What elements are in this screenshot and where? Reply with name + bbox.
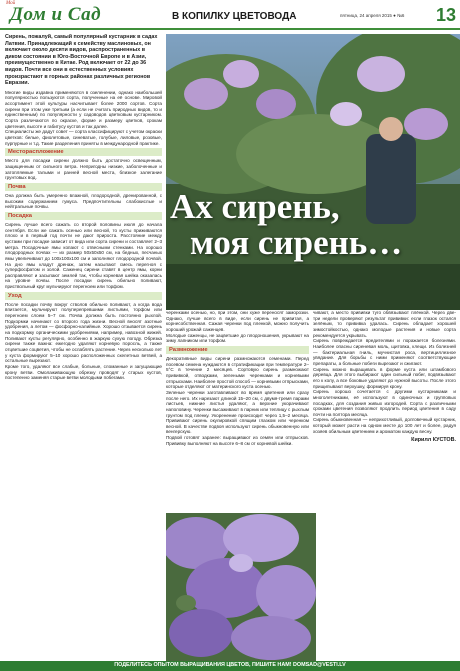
- article-paragraph: Она должна быть умеренно влажной, плодородной, дренированной, с высоким содержанием гумуса. Предпочтительны слабокислые и нейтральные почвы.: [5, 192, 162, 210]
- article-paragraph: Декоративные виды сирени размножаются семенами. Перед посевом семена нуждаются в стратификации при температуре 2–5°С в течение 2 месяцев. Сортовую сирень размножают прививкой, отводками, зелеными черенками и корневыми отпрысками. Наиболее простой способ — корневыми отпрысками, которые отделяют от материнского куста осенью.: [166, 355, 309, 390]
- issue-date: пятница, 24 апреля 2015 ● №6: [340, 13, 405, 18]
- hero-headline: [170, 189, 460, 261]
- article-paragraph: Подвой готовят заранее: выращивают из семян или отпрысков. Прививку выполняют на высоте 6–8 см от корневой шейки.: [166, 435, 309, 446]
- article-paragraph: Специалисты же дадут совет — сорта классифицируют с учетом окраски цветков: белые, фиолетовые, синеватые, голубые, лиловые, розовые, пурпурные и т.д. Такие разделения приняты в международной практике.: [5, 129, 162, 146]
- subheading-location: Местораспложение: [5, 148, 162, 156]
- article-paragraph: черенками осенью, но, при этом, они хуже переносят заморозки. Однако, лучше всего в виде, если сирень не привитая, а корнесобственная. Сажая черенки под пленкой, можно получить хороший урожай саженцев.: [166, 310, 309, 332]
- lilac-closeup-photo: [166, 513, 316, 661]
- article-paragraph: Место для посадки сирени должно быть достаточно освещенным, защищенным от сильного ветра. Непригодны низкие, заболоченные и затопляемые талыми и ранней весной места, близкое залегание грунтовых вод.: [5, 158, 162, 181]
- article-paragraph: Сирень можно выращивать в форме куста или штамбового деревца. Для этого выбирают один сильный побег, подвязывают его к колу, а все боковые удаляют до нужной высоты. После этого прищипывают верхушку, формируя крону.: [313, 366, 456, 389]
- subheading-propagation: Размножение: [166, 346, 309, 354]
- hero-photo: [166, 34, 460, 310]
- author-name: Кирилл КУСТОВ.: [411, 437, 456, 444]
- page-header: [0, 0, 460, 30]
- subheading-planting: Посадка: [5, 212, 162, 220]
- middle-column: [166, 310, 309, 446]
- lilac-garden-illustration: [166, 34, 460, 310]
- article-paragraph: Сирень повреждается вредителями и поражается болезнями. Наиболее опасны сиреневая моль, щитовка, клещи. Из болезней — бактериальная гниль, мучнистая роса, вертициллезное увядание. Для борьбы с ними применяют соответствующие препараты, а больные побеги вырезают и сжигают.: [313, 338, 456, 366]
- article-paragraph: Сирень лучше всего сажать со второй половины июля до начала сентября. Если же сажать осенью или весной, то кусты приживаются плохо и в первый год почти не дают прироста. Расстояние между кустами при посадке зависит от вида или сорта сирени и составляет 2–3 метра. Посадочные ямы копают с отвесными стенками. На хорошо плодородных почвах — их размер 50х50х50 см, на бедных, песчаных ямы увеличивают до 100х100х100 см и заполняют плодородной почвой. На дно ямы кладут дренаж, затем насыпают смесь перегноя с суперфосфатом и золой. Саженец сирени ставят в центр ямы, корни расправляют и засыпают землей так, чтобы корневая шейка оказалась на уровне почвы. После посадки сирень обильно поливают, приствольный круг мульчируют перегноем или торфом.: [5, 221, 162, 290]
- footer-call-to-action: ПОДЕЛИТЕСЬ ОПЫТОМ ВЫРАЩИВАНИЯ ЦВЕТОВ, ПИШИТЕ НАМ! DOMSAD@VESTI.LV: [114, 662, 346, 668]
- article-paragraph: Молодые саженцы, не зацветшие до плодоношения, укрывают на зиму лапником или торфом.: [166, 332, 309, 344]
- article-paragraph: После посадки почву вокруг стволов обильно поливают, а когда вода впитается, мульчируют полуперепревшими листьями, торфом или перегноем слоем 5–7 см. Почва должна быть постоянно рыхлой. Подкормки начинают со второго года жизни. Весной вносят азотные удобрения, а летом — фосфорно-калийные. Хорошо отзывается сирень на подкормку органическими удобрениями, например, навозной жижей. Поливают кусты регулярно, особенно в жаркую сухую погоду. Обрезка сирени также важна: ежегодно удаляют корневую поросль, а также отцветшие соцветия, чтобы не ослаблять растение. Через несколько лет у куста формируют 5–10 хорошо расположенных скелетных ветвей, а остальные вырезают.: [5, 301, 162, 364]
- article-paragraph: Зеленые черенки заготавливают во время цветения или сразу после него. Их нарезают длиной 15–20 см, с двумя-тремя парами листьев, нижние листья удаляют, а верхние укорачивают наполовину. Черенки высаживают в парник или теплицу с рыхлым грунтом под пленку. Укоренение происходит через 1,5–2 месяца. Прививают сирень окулировкой спящим глазком или черенком весной. В качестве подвоя используют сирень обыкновенную или венгерскую.: [166, 389, 309, 435]
- logo-title: Дом и Сад: [10, 4, 102, 25]
- magazine-logo: [4, 1, 154, 28]
- hero-headline-line1: Ах сирень,: [170, 187, 340, 226]
- page-footer: [0, 661, 460, 671]
- right-column: [313, 310, 456, 443]
- subheading-care: Уход: [5, 292, 162, 300]
- logo-small-text: Мой: [6, 1, 16, 6]
- article-paragraph: чивают, а место прививки туго обвязывают плёнкой. Через две-три недели проверяют результат прививки: если глазок остался зелёным, то прививка удалась. Сирень обладает хорошей зимостойкостью, однако молодые растения и новые сорта рекомендуется укрывать.: [313, 310, 456, 338]
- hero-headline-line2: моя сирень…: [190, 223, 403, 262]
- left-column: [5, 34, 162, 381]
- article-paragraph: Многие виды издавна применяются в озеленении, однако наибольшей популярностью пользуются сорта, полученные на её основе. Мировой ассортимент этой культуры насчитывает более 2000 сортов. Сорта сирени при этом уже третьим (а если не считать природных видов, то и единственным) по популярности у садоводов цветковым кустарником. Сорта различаются по окраске, форме и размеру цветков, срокам цветения, высоте и габитусу кустов и так далее.: [5, 89, 162, 129]
- subheading-soil: Почва: [5, 183, 162, 191]
- lead-paragraph: Сирень, пожалуй, самый популярный кустарник в садах Латвии. Принадлежащий к семейству маслиновых, он включает около десяти видов, распространенных в диком состоянии в Юго-Восточной Европе и в Азии, преимущественно в Китае. Род включает от 22 до 36 видов. Почти все они в естественных условиях произрастают в горных районах различных регионов Евразии.: [5, 34, 158, 87]
- article-paragraph: Сирень обыкновенная — неприхотливый, долговечный кустарник, который может расти на одном месте до 100 лет и более, радуя хозяев обильным цветением и ароматом каждую весну.: [313, 417, 456, 434]
- page-number: 13: [435, 5, 456, 25]
- article-paragraph: Кроме того, удаляют все слабые, больные, сломанные и загущающие крону ветви. Омолаживающую обрезку проводят у старых кустов, постепенно заменяя старые ветви молодыми побегами.: [5, 364, 162, 381]
- lilac-blossom-illustration: [166, 513, 316, 661]
- section-title: В КОПИЛКУ ЦВЕТОВОДА: [172, 11, 297, 22]
- article-paragraph: Сирень хорошо сочетается с другими кустарниками и многолетниками, её используют в одиночных и групповых посадках, для создания живых изгородей. Сорта с различными сроками цветения позволяют продлить период цветения в саду почти на полтора месяца.: [313, 389, 456, 417]
